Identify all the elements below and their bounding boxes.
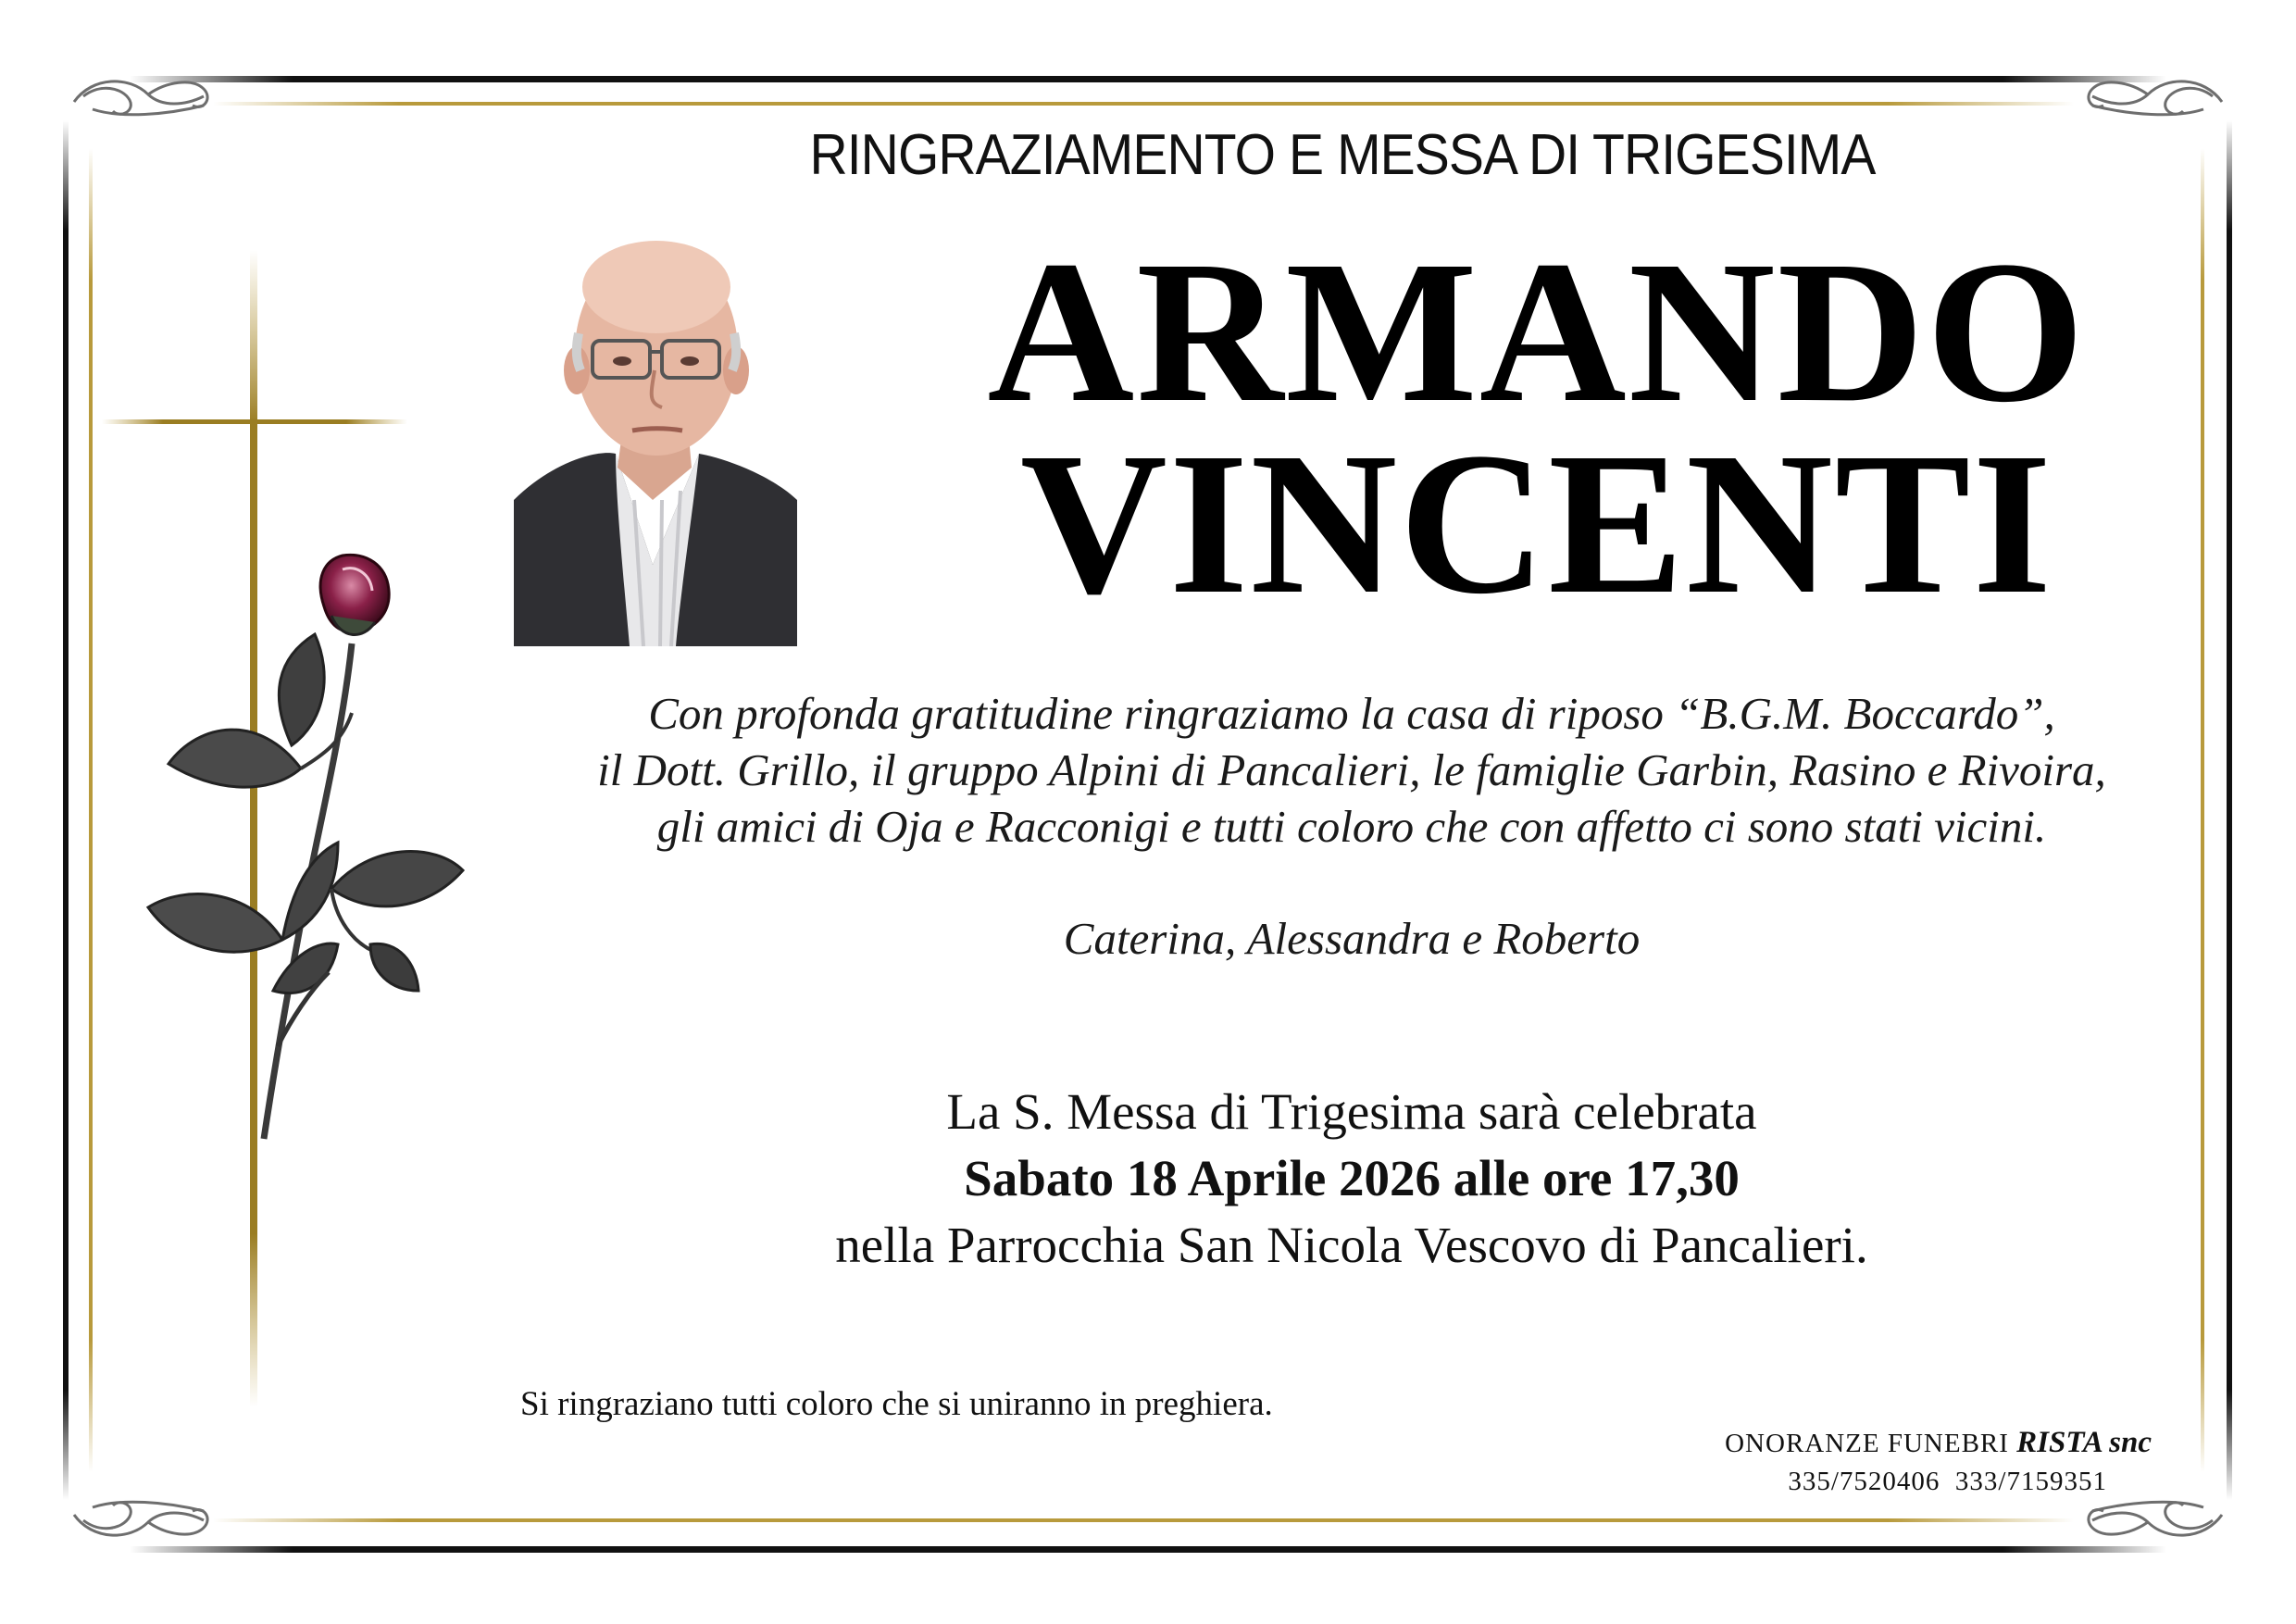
mass-announcement bbox=[518, 1079, 2185, 1279]
cross-and-rose bbox=[93, 250, 528, 1407]
thanks-line: gli amici di Oja e Racconigi e tutti coloro che con affetto ci sono stati vicini. bbox=[656, 801, 2047, 852]
deceased-last-name: VINCENTI bbox=[1019, 410, 2054, 636]
thanks-paragraph bbox=[518, 685, 2185, 855]
agency-phones: 335/7520406 333/7159351 bbox=[1788, 1467, 2107, 1496]
prayer-note: Si ringraziano tutti coloro che si uniranno in preghiera. bbox=[520, 1385, 1273, 1423]
mass-location: nella Parrocchia San Nicola Vescovo di Pancalieri. bbox=[835, 1217, 1868, 1273]
thanks-line: il Dott. Grillo, il gruppo Alpini di Pancalieri, le famiglie Garbin, Rasino e Rivoira, bbox=[597, 744, 2106, 795]
cross-icon bbox=[102, 250, 407, 1407]
deceased-first-name: ARMANDO bbox=[987, 219, 2087, 444]
deceased-portrait bbox=[514, 222, 797, 646]
funeral-agency bbox=[1596, 1424, 2152, 1501]
notice-heading: RINGRAZIAMENTO E MESSA DI TRIGESIMA bbox=[809, 123, 1876, 187]
agency-name: RISTA snc bbox=[2016, 1426, 2152, 1459]
mass-intro: La S. Messa di Trigesima sarà celebrata bbox=[946, 1083, 1757, 1140]
agency-prefix: ONORANZE FUNEBRI bbox=[1725, 1429, 2009, 1458]
thanks-line: Con profonda gratitudine ringraziamo la casa di riposo “B.G.M. Boccardo”, bbox=[648, 688, 2055, 739]
mass-date-time: Sabato 18 Aprile 2026 alle ore 17,30 bbox=[964, 1150, 1740, 1206]
family-signers: Caterina, Alessandra e Roberto bbox=[1063, 913, 1641, 964]
rose-icon bbox=[148, 555, 463, 1139]
